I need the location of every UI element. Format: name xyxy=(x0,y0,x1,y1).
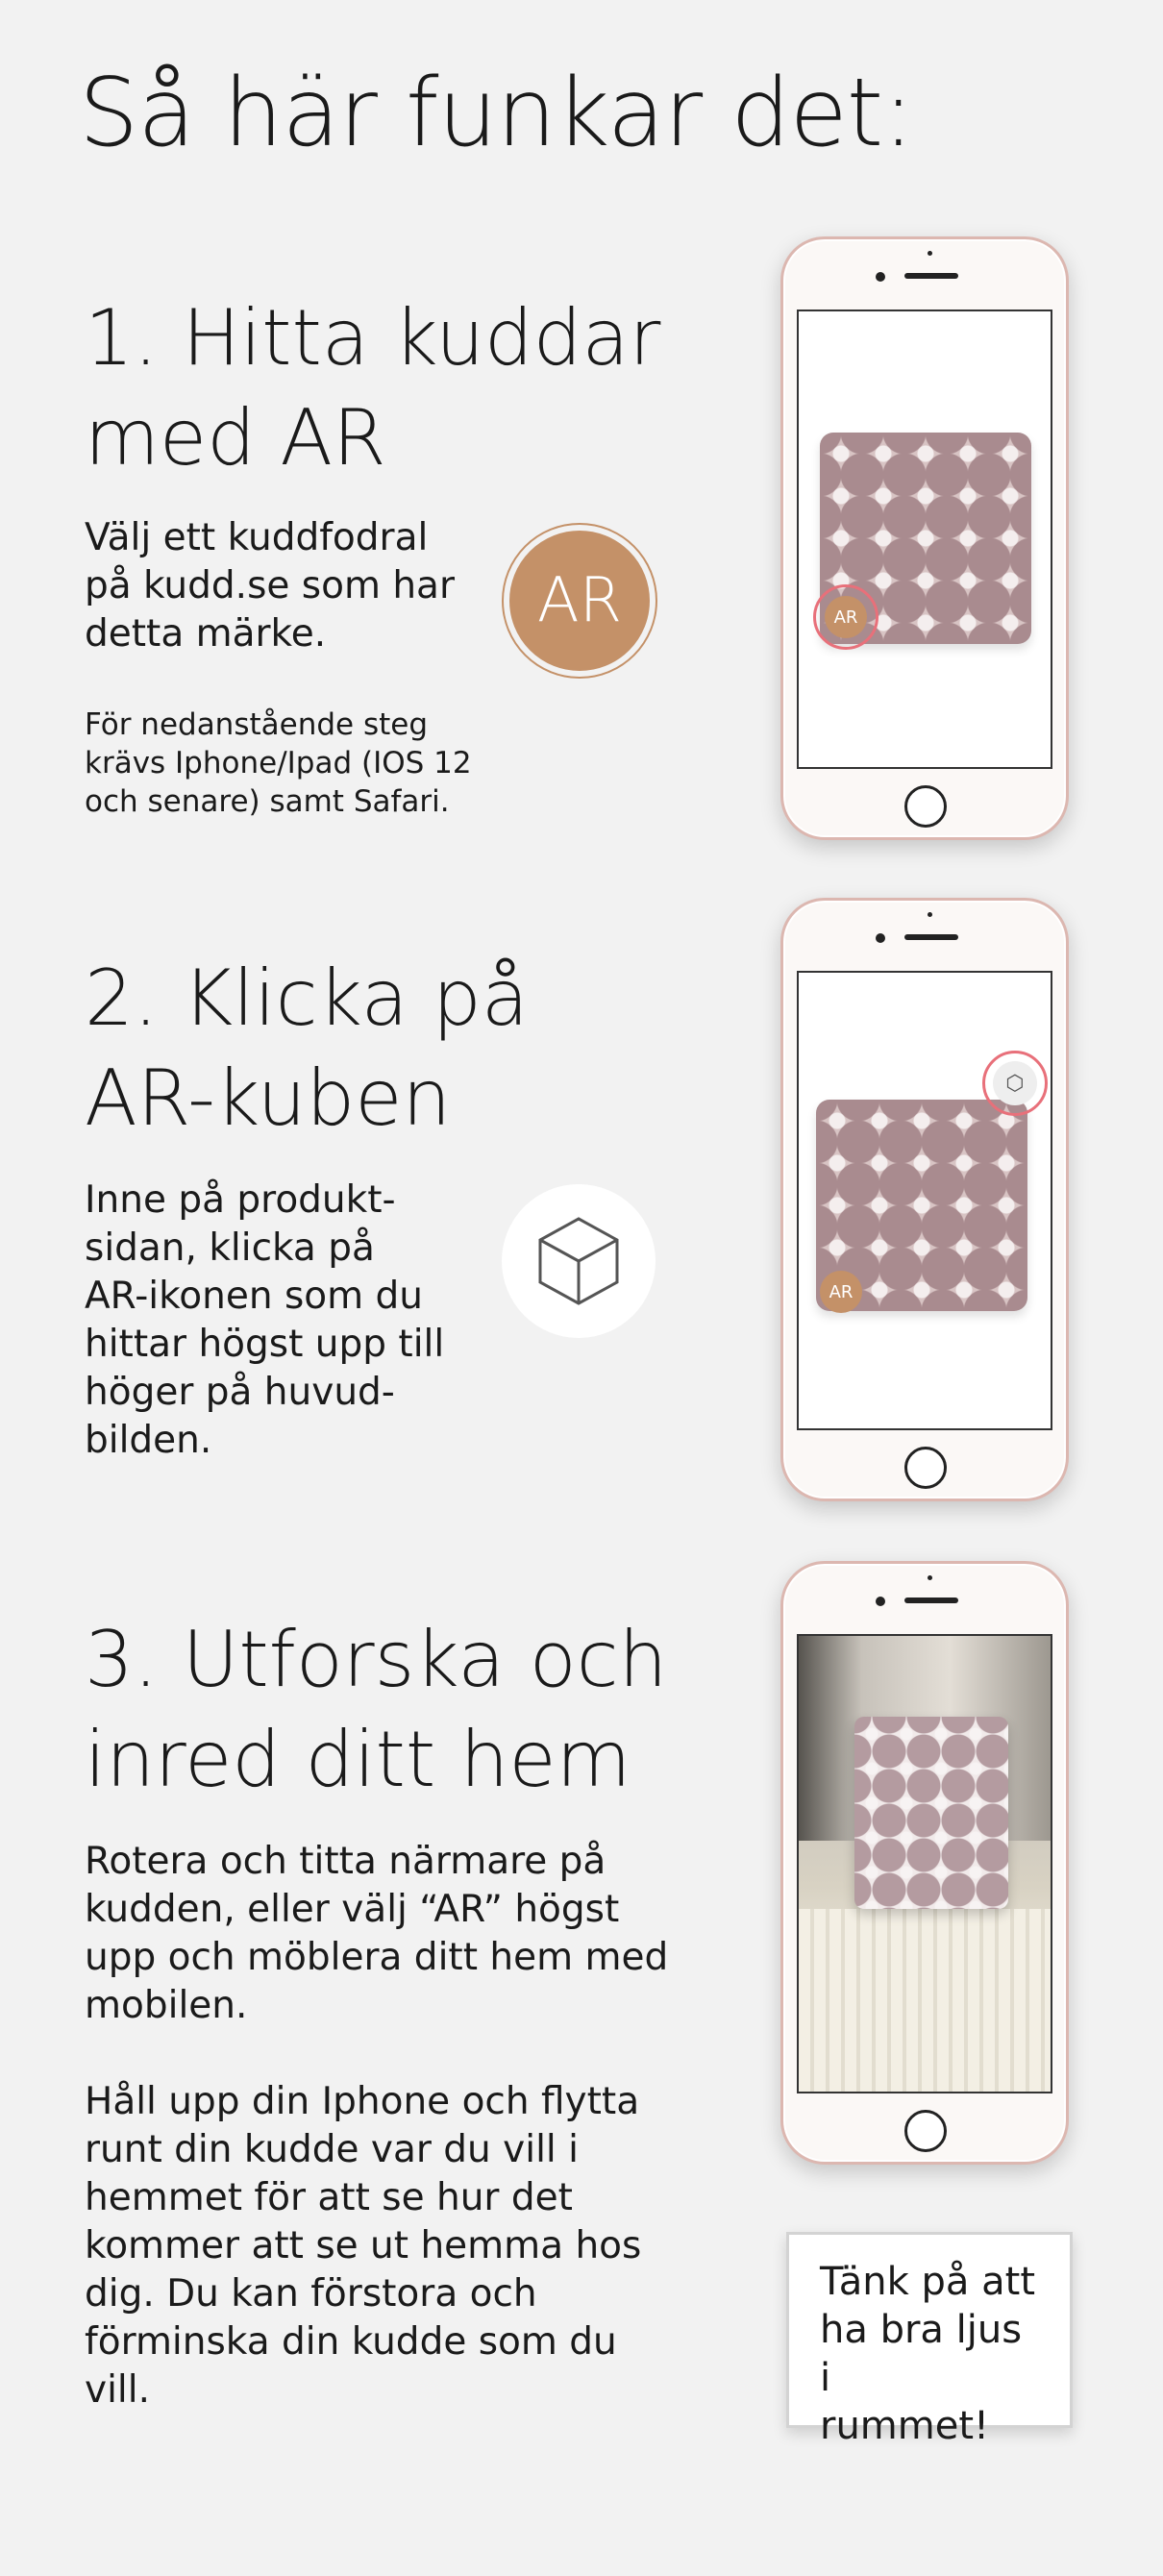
page-title: Så här funkar det: xyxy=(79,59,914,168)
step3-text2: Håll upp din Iphone och flytta runt din kudde var du vill i hemmet för att se hur det kommer att se ut hemma hos dig. Du kan förstora och förminska din kudde som du vill. xyxy=(85,2080,642,2412)
phone-home-button xyxy=(904,785,947,828)
ar-badge xyxy=(504,525,656,677)
ar-cube-badge xyxy=(502,1184,656,1338)
highlight-ring xyxy=(813,584,878,650)
phone-speaker xyxy=(904,273,958,279)
screen-ar-badge xyxy=(820,1271,862,1313)
step1-note: För nedanstående steg krävs Iphone/Ipad (IOS 12 och senare) samt Safari. xyxy=(85,707,472,819)
tip-box: Tänk på att ha bra ljus i rummet! xyxy=(786,2232,1073,2428)
phone-step3 xyxy=(780,1561,1069,2165)
phone-screen xyxy=(797,971,1052,1430)
ar-cube-icon xyxy=(532,1213,625,1309)
step1-heading: 1. Hitta kuddar med AR xyxy=(85,293,661,483)
room-photo xyxy=(799,1636,1051,2092)
step3-text: Rotera och titta närmare på kudden, eller välj “AR” högst upp och möblera ditt hem med mobilen. xyxy=(85,1840,669,2027)
phone-speaker xyxy=(904,934,958,940)
phone-step2 xyxy=(780,898,1069,1501)
step3-heading: 3. Utforska och inred ditt hem xyxy=(85,1615,668,1804)
pillow-in-room xyxy=(854,1717,1008,1909)
phone-camera xyxy=(876,933,885,943)
phone-camera xyxy=(876,1597,885,1606)
ar-badge-label: AR xyxy=(536,565,623,636)
step1-text: Välj ett kuddfodral på kudd.se som har detta märke. xyxy=(85,516,455,656)
phone-camera xyxy=(876,272,885,282)
phone-step1 xyxy=(780,236,1069,840)
screen-ar-cube-icon: ⬡ xyxy=(993,1061,1037,1105)
screen-ar-badge-label: AR xyxy=(833,607,858,628)
phone-screen xyxy=(797,310,1052,769)
phone-sensor xyxy=(928,912,932,917)
step2-text: Inne på produkt- sidan, klicka på AR-ikonen som du hittar högst upp till höger på huvud- bilden. xyxy=(85,1178,445,1462)
phone-home-button xyxy=(904,2110,947,2152)
phone-sensor xyxy=(928,1575,932,1580)
room-bed xyxy=(799,1909,1051,2092)
screen-ar-badge-label: AR xyxy=(829,1281,854,1302)
phone-screen xyxy=(797,1634,1052,2093)
phone-home-button xyxy=(904,1447,947,1489)
phone-speaker xyxy=(904,1598,958,1603)
step2-heading: 2. Klicka på AR-kuben xyxy=(85,954,529,1143)
highlight-ring xyxy=(982,1051,1048,1116)
phone-sensor xyxy=(928,251,932,256)
